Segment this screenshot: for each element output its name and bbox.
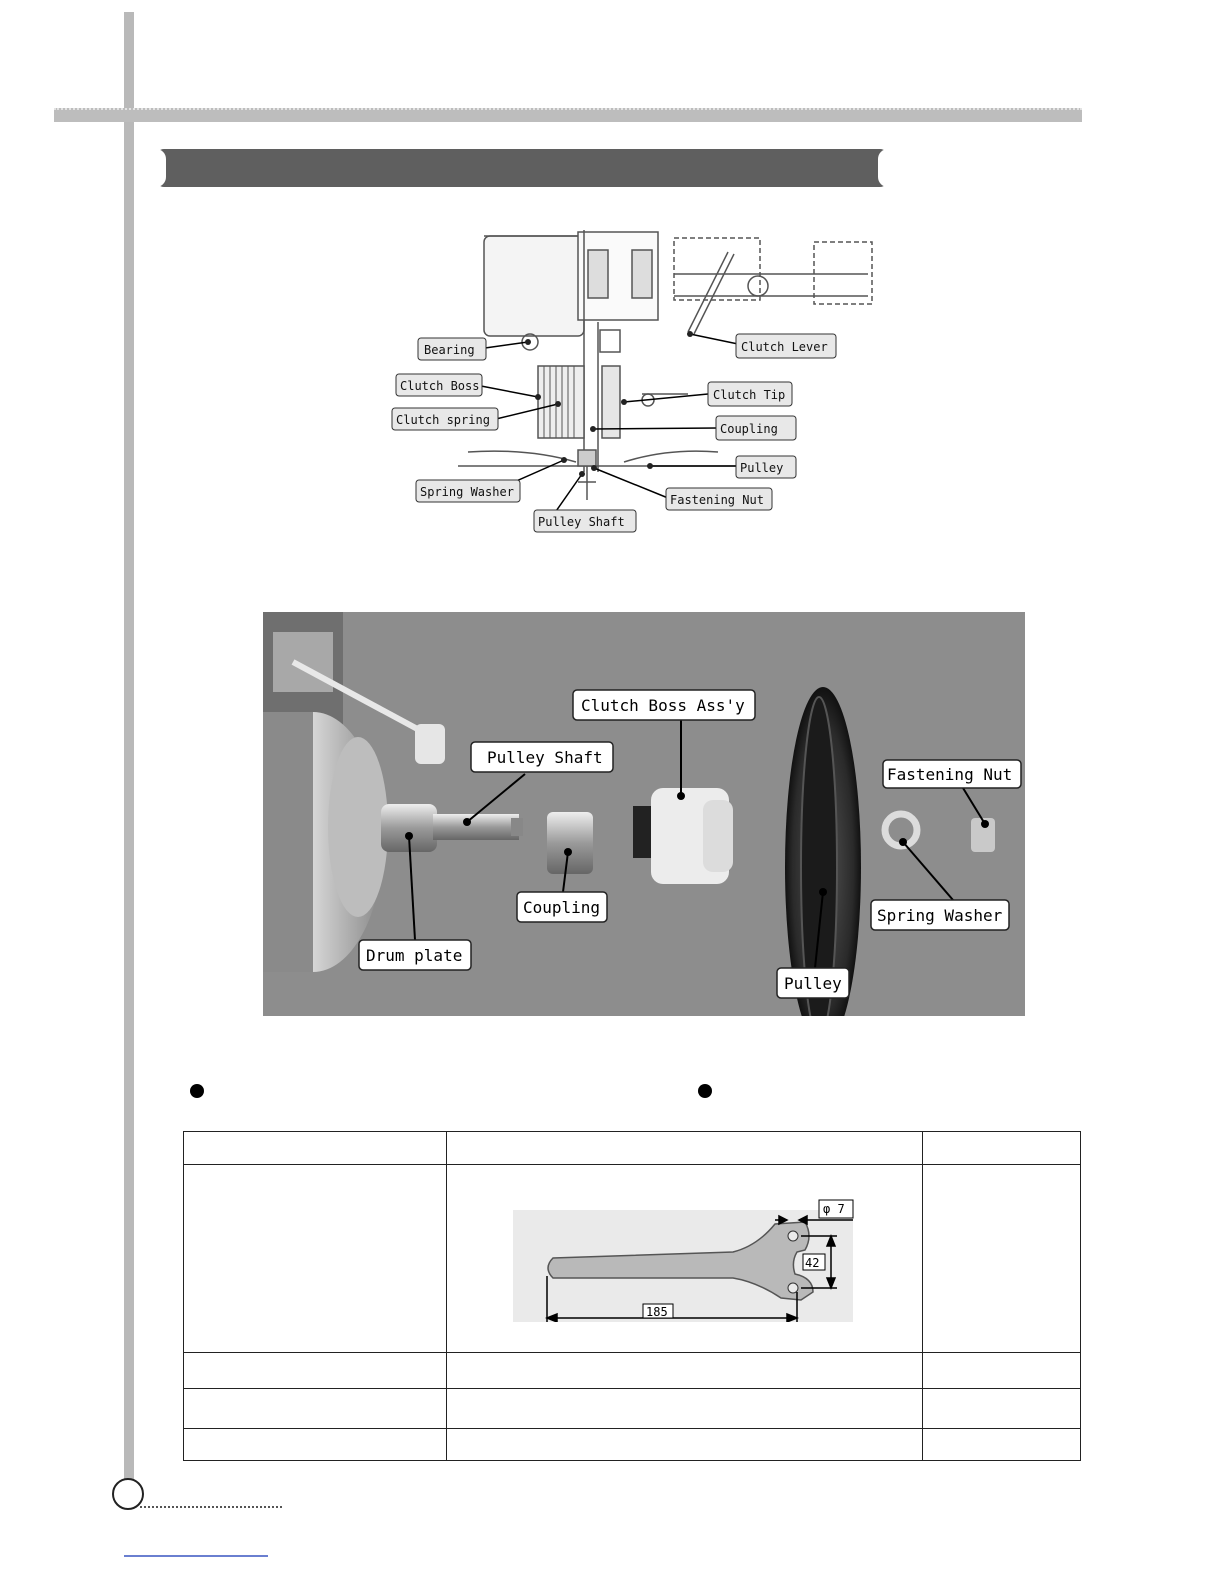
table-cell-row1-col2: [447, 1165, 923, 1353]
photo-label-coupling: Coupling: [523, 898, 601, 917]
diagram-label-fastening-nut: Fastening Nut: [670, 493, 764, 507]
table-cell-row3-col2: [447, 1389, 923, 1429]
diagram-label-clutch-lever: Clutch Lever: [741, 340, 828, 354]
section-title-banner: [156, 149, 888, 187]
diagram-label-coupling: Coupling: [720, 422, 778, 436]
photo-label-pulley: Pulley: [784, 974, 842, 993]
table-header-row: [184, 1132, 1081, 1165]
dim-hole-diameter: φ 7: [822, 1201, 845, 1216]
dim-hole-span: 42: [804, 1255, 819, 1270]
footer-dotted-line: [140, 1506, 282, 1508]
left-frame-bar: [124, 12, 134, 1502]
table-row: [184, 1165, 1081, 1353]
bullet-left: [190, 1084, 204, 1098]
table-header-cell-3: [923, 1132, 1081, 1165]
table-cell-row4-col2: [447, 1429, 923, 1461]
table-header-cell-2: [447, 1132, 923, 1165]
diagram-label-clutch-spring: Clutch spring: [396, 413, 490, 427]
table-cell-row3-col3: [923, 1389, 1081, 1429]
table-cell-row4-col1: [184, 1429, 447, 1461]
diagram-label-pulley: Pulley: [740, 461, 784, 475]
dim-overall-length: 185: [645, 1304, 668, 1319]
bullet-right: [698, 1084, 712, 1098]
table-cell-row1-col1: [184, 1165, 447, 1353]
photo-label-fastening-nut: Fastening Nut: [887, 765, 1013, 784]
table-header-cell-1: [184, 1132, 447, 1165]
table-cell-row2-col3: [923, 1353, 1081, 1389]
diagram-label-pulley-shaft: Pulley Shaft: [538, 515, 625, 529]
diagram-label-bearing: Bearing: [424, 343, 475, 357]
diagram-label-spring-washer: Spring Washer: [420, 485, 514, 499]
table-cell-row1-col3: [923, 1165, 1081, 1353]
table-cell-row2-col1: [184, 1353, 447, 1389]
diagram-label-clutch-boss: Clutch Boss: [400, 379, 480, 393]
clutch-assembly-diagram: [388, 222, 878, 542]
table-cell-row4-col3: [923, 1429, 1081, 1461]
table-cell-row2-col2: [447, 1353, 923, 1389]
photo-label-spring-washer: Spring Washer: [877, 906, 1003, 925]
photo-label-drum-plate: Drum plate: [366, 946, 463, 965]
tool-spec-table: [183, 1131, 1081, 1461]
diagram-label-clutch-tip: Clutch Tip: [713, 388, 786, 402]
table-cell-row3-col1: [184, 1389, 447, 1429]
footer-link-underline: [124, 1555, 268, 1557]
top-frame-bar: [54, 108, 1082, 122]
photo-label-clutch-boss-assy: Clutch Boss Ass'y: [581, 696, 745, 715]
table-row: [184, 1389, 1081, 1429]
wrench-tool-drawing: [513, 1196, 857, 1322]
parts-photo: [263, 612, 1025, 1016]
table-row: [184, 1353, 1081, 1389]
table-row: [184, 1429, 1081, 1461]
photo-label-pulley-shaft: Pulley Shaft: [487, 748, 603, 767]
